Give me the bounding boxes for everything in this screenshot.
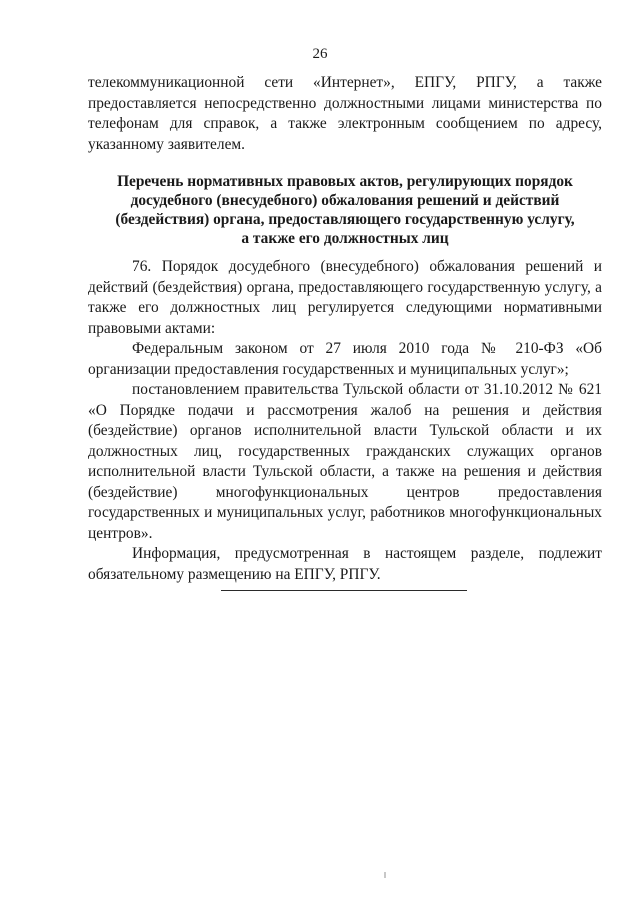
heading-line: (бездействия) органа, предоставляющего государственную услугу, [115, 211, 575, 228]
paragraph-76: 76. Порядок досудебного (внесудебного) обжалования решений и действий (бездействия) органа, предоставляющего государственную услугу, а также его должностных лиц регулируется следующими нормативными правовыми актами: [88, 258, 602, 337]
paragraph-regional-decree: постановлением правительства Тульской области от 31.10.2012 № 621 «О Порядке подачи и рассмотрения жалоб на решения и действия (бездействие) органов исполнительной власти Тульской области и их должностных лиц, государственных гражданских служащих органов исполнительной власти Тульской области, а также на решения и действия (бездействие) многофункциональных центров предоставления государственных и муниципальных услуг, работников многофункциональных центров». [88, 381, 602, 542]
scan-speck [384, 872, 386, 878]
heading-line: а также его должностных лиц [241, 230, 449, 247]
section-heading [88, 172, 602, 248]
end-rule-segment [349, 590, 467, 591]
continuation-paragraph: телекоммуникационной сети «Интернет», ЕПГУ, РПГУ, а также предоставляется непосредственно должностными лицами министерства по телефонам для справок, а также электронным сообщением по адресу, указанному заявителем. [88, 74, 602, 153]
end-rule [221, 590, 467, 592]
paragraph-information: Информация, предусмотренная в настоящем разделе, подлежит обязательному размещению на ЕПГУ, РПГУ. [88, 545, 602, 583]
end-rule-segment [221, 590, 353, 591]
section-body [88, 257, 602, 585]
paragraph-federal-law: Федеральным законом от 27 июля 2010 года № 210-ФЗ «Об организации предоставления государственных и муниципальных услуг»; [88, 340, 602, 378]
heading-line: Перечень нормативных правовых актов, регулирующих порядок [117, 173, 573, 190]
continuation-block [88, 73, 602, 155]
heading-line: досудебного (внесудебного) обжалования решений и действий [130, 192, 560, 209]
page-number: 26 [312, 46, 328, 62]
